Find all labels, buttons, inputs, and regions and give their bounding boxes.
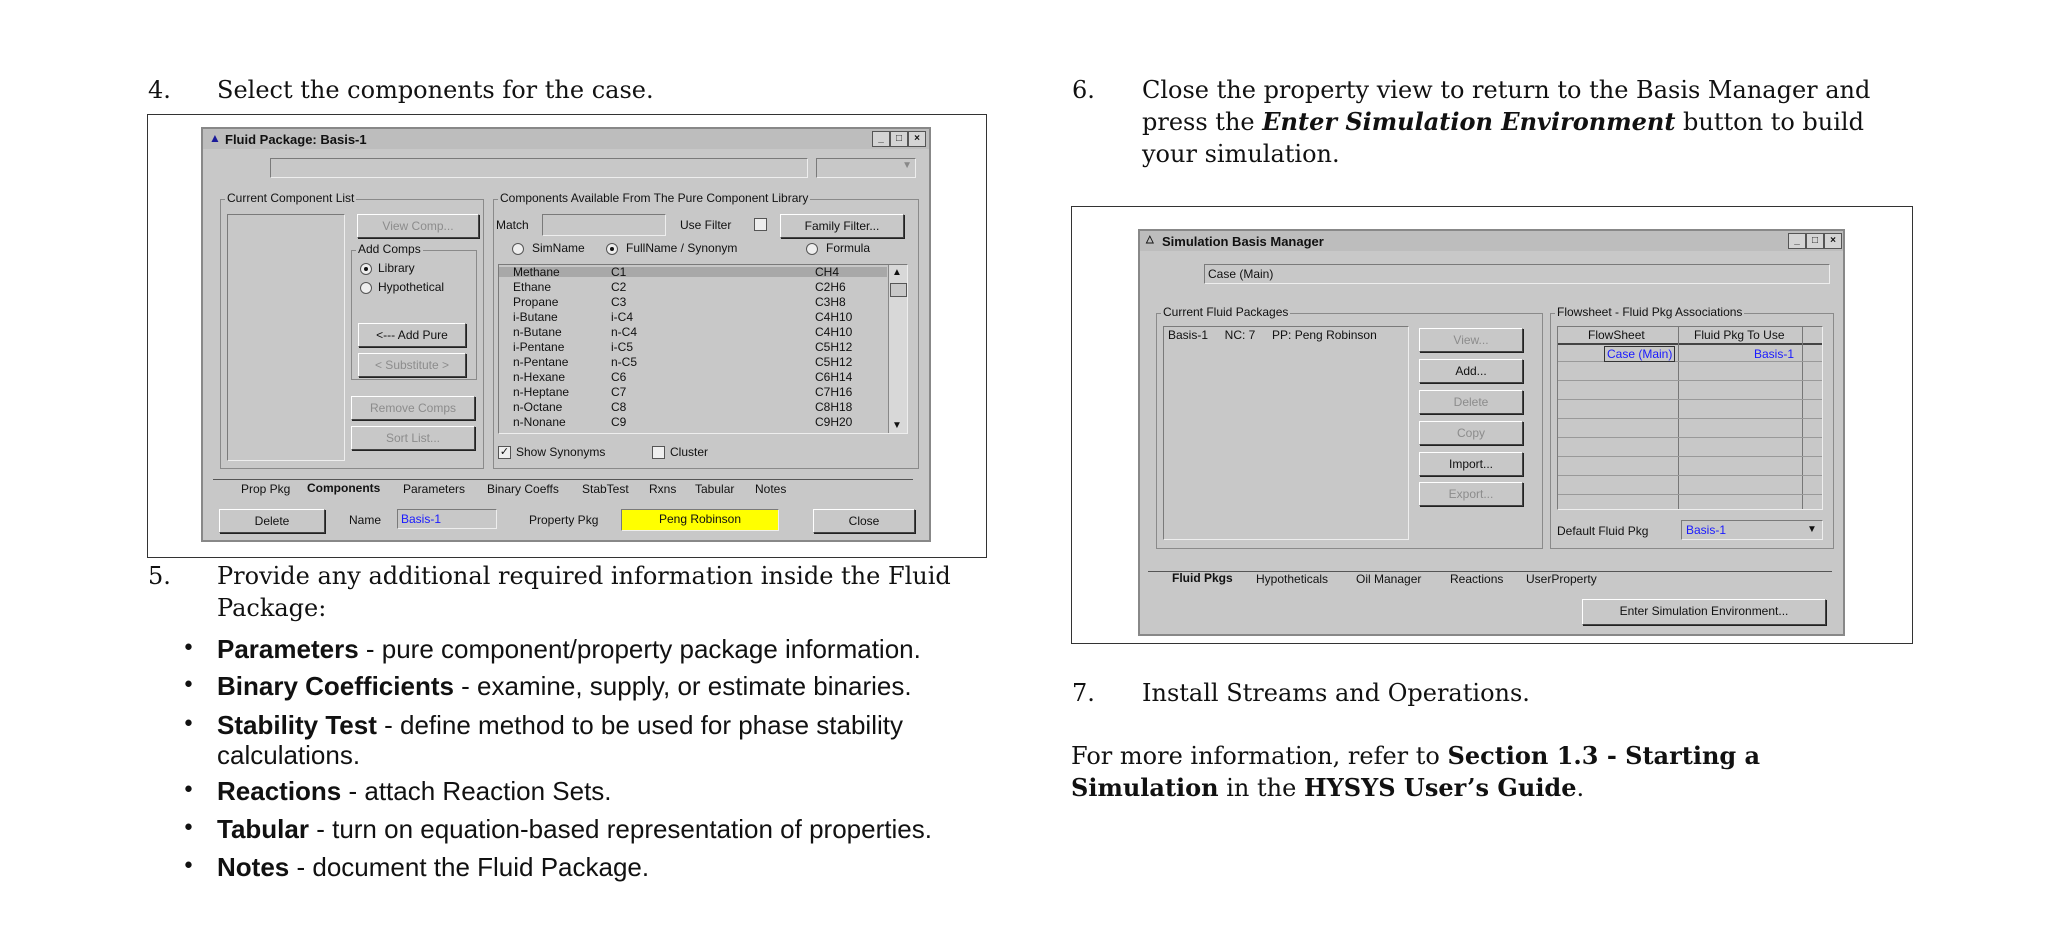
tab-reactions[interactable]: Reactions [1450,572,1504,586]
component-formula: C4H10 [815,325,853,339]
component-formula: C3H8 [815,295,846,309]
table-row-line [1558,380,1822,381]
table-row-line [1558,475,1822,476]
add-button[interactable]: Add... [1419,359,1523,383]
copy-button[interactable]: Copy [1419,421,1523,445]
tab-hypotheticals[interactable]: Hypotheticals [1256,572,1329,586]
step-6-em: Enter Simulation Environment [1262,107,1676,136]
component-simname: C3 [611,295,627,309]
component-name: n-Butane [513,325,562,339]
add-pure-button[interactable]: <--- Add Pure [358,323,466,347]
component-name: i-Pentane [513,340,565,354]
match-label: Match [496,218,529,232]
bullet-description: - examine, supply, or estimate binaries. [453,671,912,701]
formula-label: Formula [826,241,871,255]
component-simname: n-C5 [611,355,638,369]
component-name: n-Pentane [513,355,569,369]
bullet-description: - document the Fluid Package. [289,852,650,882]
header-divider [1558,343,1822,345]
bullet-dot: • [182,712,195,737]
hypothetical-label: Hypothetical [378,280,445,294]
bullet-dot: • [182,816,195,841]
bullet-term: Notes [217,852,290,882]
current-component-group [220,191,484,469]
cluster-checkbox[interactable] [652,446,665,459]
bullet-item [217,671,987,701]
bullet-item [217,852,987,882]
component-name: n-Heptane [513,385,570,399]
step-6-text [1142,74,1922,170]
simname-radio[interactable] [512,243,524,255]
bullet-description: - turn on equation-based representation of properties. [308,814,932,844]
bullet-dot: • [182,778,195,803]
library-label: Library [378,261,415,275]
associations-group [1550,305,1834,549]
available-components-label: Components Available From The Pure Component Library [500,191,809,205]
component-simname: C2 [611,280,627,294]
tab-parameters[interactable]: Parameters [403,482,466,496]
table-row-line [1558,399,1822,400]
associations-table[interactable] [1557,326,1823,510]
fluid-window-titlebar [203,129,929,149]
component-row[interactable] [499,297,887,307]
components-list[interactable] [498,264,908,434]
tab-oil-manager[interactable]: Oil Manager [1356,572,1422,586]
bullet-term: Binary Coefficients [217,671,454,701]
users-guide-reference: HYSYS User’s Guide [1303,773,1577,802]
bullet-term: Parameters [217,634,359,664]
table-row-line [1558,456,1822,457]
component-simname: i-C4 [611,310,634,324]
fluid-window-title: Fluid Package: Basis-1 [225,132,367,147]
hypothetical-radio[interactable] [360,282,372,294]
fullname-label: FullName / Synonym [626,241,738,255]
name-label: Name [349,513,382,527]
fluid-top-field[interactable] [270,158,808,178]
enter-simulation-environment-button[interactable]: Enter Simulation Environment... [1582,599,1826,625]
more-info-mid: in the [1218,774,1304,802]
show-synonyms-label: Show Synonyms [516,445,606,459]
export-button[interactable]: Export... [1419,482,1523,506]
remove-comps-button[interactable]: Remove Comps [351,396,475,420]
section-reference: Section 1.3 - Starting a Simulation [1071,741,1761,802]
bullet-item [217,814,987,844]
current-fluid-packages-group [1156,305,1543,549]
scroll-down-icon[interactable]: ▼ [892,420,902,431]
component-formula: C4H10 [815,310,853,324]
col-flowsheet-header: FlowSheet [1588,328,1645,342]
bullet-term: Stability Test [217,710,377,740]
table-row-line [1558,494,1822,495]
default-fluid-pkg-select[interactable]: Basis-1 [1681,520,1823,540]
tab-tabular[interactable]: Tabular [695,482,735,496]
view-comp-button[interactable]: View Comp... [357,214,479,238]
component-formula: C6H14 [815,370,853,384]
step-6-pre: Close the property view to return to the Basis Manager and press the [1142,76,1871,136]
bullet-item [217,710,987,770]
step-4-text: Select the components for the case. [217,76,654,104]
component-row[interactable] [499,267,887,277]
component-formula: C8H18 [815,400,853,414]
bullet-dot: • [182,636,195,661]
formula-radio[interactable] [806,243,818,255]
component-name: n-Hexane [513,370,566,384]
minimize-icon[interactable]: _ [872,131,890,147]
fluid-top-dropdown[interactable] [816,158,916,178]
component-name: n-Nonane [513,415,566,429]
simname-label: SimName [532,241,585,255]
component-name: Methane [513,265,560,279]
component-simname: C7 [611,385,627,399]
tab-notes[interactable]: Notes [755,482,787,496]
tab-rxns[interactable]: Rxns [649,482,677,496]
current-component-label: Current Component List [227,191,355,205]
case-field[interactable]: Case (Main) [1204,264,1830,284]
use-filter-label: Use Filter [680,218,732,232]
component-name: Ethane [513,280,552,294]
bullet-description: - define method to be used for phase stability calculations. [217,710,903,770]
match-input[interactable] [542,214,666,236]
step-5-number: 5. [148,562,171,590]
basis-manager-window [1138,229,1845,636]
library-radio[interactable] [360,263,372,275]
step-5-text: Provide any additional required information inside the Fluid Package: [217,562,951,622]
substitute-button[interactable]: < Substitute > [358,353,466,377]
tab-prop-pkg[interactable]: Prop Pkg [241,482,291,496]
property-pkg-label: Property Pkg [529,513,599,527]
bullet-description: - pure component/property package information. [358,634,921,664]
component-row[interactable] [499,372,887,382]
component-row[interactable] [499,417,887,427]
maximize-icon[interactable]: □ [890,131,908,147]
component-simname: n-C4 [611,325,638,339]
component-simname: C6 [611,370,627,384]
components-rows [499,267,887,433]
close-icon[interactable]: × [1824,233,1842,249]
window-menu-icon: △ [1146,234,1154,245]
bullet-item [217,634,987,664]
more-info-pre: For more information, refer to [1071,742,1448,770]
component-row[interactable] [499,402,887,412]
component-row[interactable] [499,387,887,397]
component-row[interactable] [499,282,887,292]
more-info-paragraph [1071,740,1901,804]
flask-icon: ▲ [209,131,221,145]
component-name: n-Octane [513,400,563,414]
tab-binary-coeffs[interactable]: Binary Coeffs [487,482,559,496]
col-pkg-header: Fluid Pkg To Use [1694,328,1785,342]
scroll-up-icon[interactable]: ▲ [892,267,902,278]
table-row-line [1558,437,1822,438]
tab-stabtest[interactable]: StabTest [582,482,629,496]
component-row[interactable] [499,327,887,337]
component-formula: C2H6 [815,280,846,294]
fluid-packages-list[interactable]: Basis-1 NC: 7 PP: Peng Robinson [1163,326,1409,540]
chevron-down-icon: ▼ [902,160,912,171]
table-row-line [1558,361,1822,362]
close-icon[interactable]: × [908,131,926,147]
step-6-number: 6. [1072,76,1095,104]
chevron-down-icon[interactable]: ▼ [1807,524,1817,535]
more-info-end: . [1576,774,1585,802]
component-simname: i-C5 [611,340,634,354]
component-formula: C9H20 [815,415,853,429]
cluster-label: Cluster [670,445,709,459]
tab-fluid-pkgs[interactable]: Fluid Pkgs [1172,571,1233,585]
sort-list-button[interactable]: Sort List... [351,426,475,450]
fullname-radio[interactable] [606,243,618,255]
fluid-package-figure [147,114,987,558]
family-filter-button[interactable]: Family Filter... [780,214,904,238]
basis-window-titlebar [1140,231,1843,251]
component-simname: C9 [611,415,627,429]
delete-button[interactable]: Delete [219,509,325,533]
component-formula: C7H16 [815,385,853,399]
current-fluid-packages-label: Current Fluid Packages [1163,305,1289,319]
component-formula: C5H12 [815,340,853,354]
minimize-icon[interactable]: _ [1788,233,1806,249]
basis-manager-figure [1071,206,1913,644]
bullet-term: Tabular [217,814,309,844]
row-pkg-cell[interactable]: Basis-1 [1754,347,1795,361]
delete-button[interactable]: Delete [1419,390,1523,414]
step-6-post: button to build your simulation. [1142,108,1864,168]
fluid-package-window [201,127,931,542]
table-row-line [1558,418,1822,419]
component-formula: C5H12 [815,355,853,369]
default-fluid-pkg-label: Default Fluid Pkg [1557,524,1649,538]
bullet-item [217,776,987,806]
bullet-dot: • [182,673,195,698]
available-components-group [493,191,919,469]
property-pkg-value[interactable]: Peng Robinson [621,509,779,531]
associations-label: Flowsheet - Fluid Pkg Associations [1557,305,1743,319]
add-comps-group [351,242,477,380]
step-7-text: Install Streams and Operations. [1142,679,1530,707]
import-button[interactable]: Import... [1419,452,1523,476]
basis-window-title: Simulation Basis Manager [1162,234,1324,249]
component-row[interactable] [499,357,887,367]
current-component-list[interactable] [227,214,345,461]
component-simname: C1 [611,265,627,279]
bullet-description: - attach Reaction Sets. [341,776,612,806]
fluid-tab-line [213,479,913,480]
show-synonyms-checkbox[interactable]: ✓ [499,446,510,458]
step-7-number: 7. [1072,679,1095,707]
component-name: Propane [513,295,559,309]
maximize-icon[interactable]: □ [1806,233,1824,249]
tab-userproperty[interactable]: UserProperty [1526,572,1597,586]
component-formula: CH4 [815,265,840,279]
bullet-dot: • [182,854,195,879]
tab-components[interactable]: Components [307,481,381,495]
use-filter-checkbox[interactable] [754,218,767,231]
component-name: i-Butane [513,310,558,324]
row-flowsheet-cell[interactable]: Case (Main) [1604,346,1675,362]
name-input[interactable]: Basis-1 [397,509,497,529]
view-button[interactable]: View... [1419,328,1523,352]
add-comps-label: Add Comps [358,242,421,256]
step-4-number: 4. [148,76,171,104]
scroll-thumb[interactable] [890,283,907,297]
component-row[interactable] [499,312,887,322]
components-scrollbar[interactable] [888,265,907,433]
bullet-term: Reactions [217,776,342,806]
component-row[interactable] [499,342,887,352]
close-button[interactable]: Close [813,509,915,533]
component-simname: C8 [611,400,627,414]
